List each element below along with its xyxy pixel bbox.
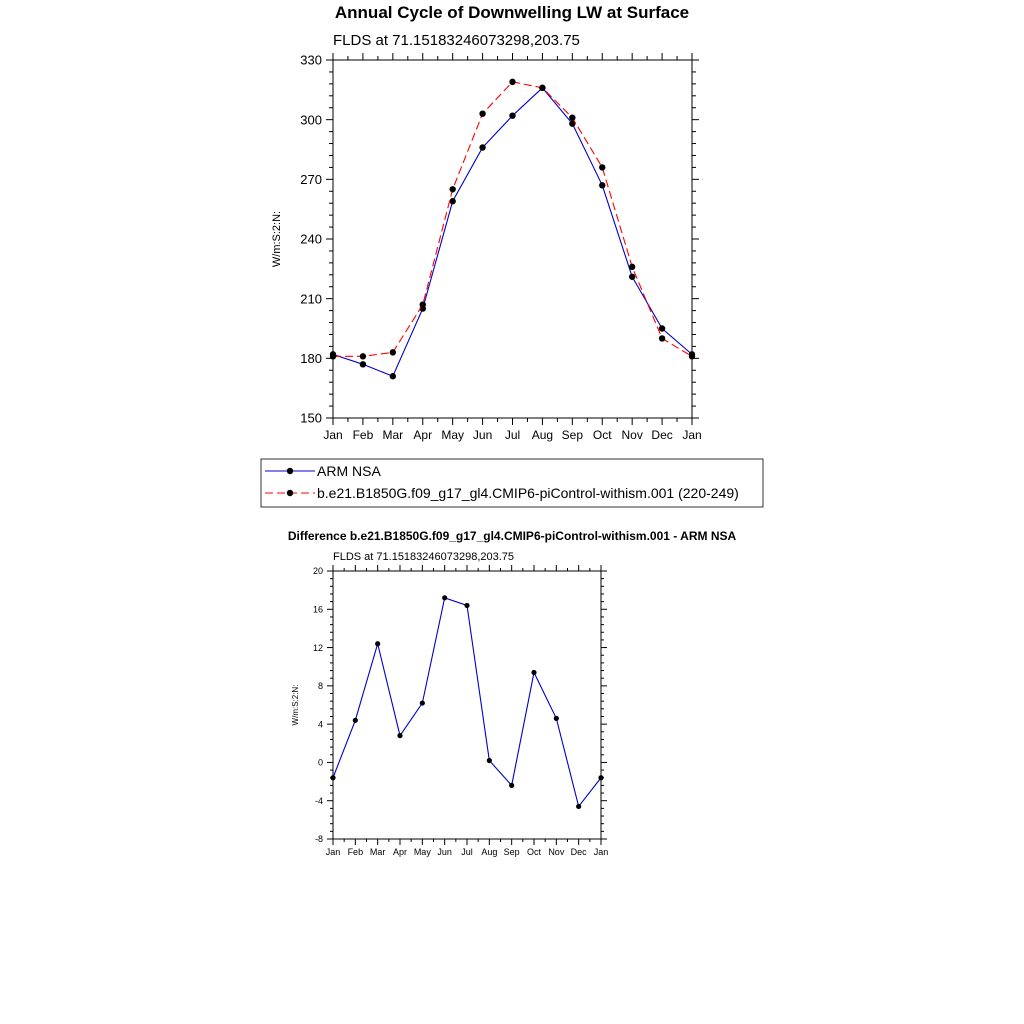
x-tick-label: Jul: [504, 428, 521, 442]
legend: [261, 459, 763, 507]
legend-entry: b.e21.B1850G.f09_g17_gl4.CMIP6-piControl-withism.001 (220-249): [317, 485, 739, 501]
data-point: [576, 804, 581, 809]
data-point: [599, 164, 605, 170]
chart-subtitle: FLDS at 71.15183246073298,203.75: [333, 32, 580, 49]
data-point: [479, 144, 485, 150]
series-line: [333, 82, 692, 356]
data-point: [629, 274, 635, 280]
x-tick-label: May: [441, 428, 465, 442]
data-point: [449, 186, 455, 192]
y-axis-label: W/m:S:2:N:: [271, 210, 283, 268]
x-tick-label: Jul: [461, 847, 473, 857]
x-tick-label: Nov: [621, 428, 643, 442]
data-point: [509, 112, 515, 118]
data-point: [353, 718, 358, 723]
x-tick-label: Jan: [323, 428, 343, 442]
legend-marker: [287, 490, 293, 496]
x-tick-label: Sep: [561, 428, 584, 442]
data-point: [390, 373, 396, 379]
y-tick-label: 0: [317, 757, 323, 768]
chart-2: [288, 529, 737, 857]
y-tick-label: -8: [314, 834, 323, 845]
data-point: [420, 301, 426, 307]
legend-marker: [287, 468, 293, 474]
data-point: [531, 670, 536, 675]
data-point: [598, 775, 603, 780]
x-tick-label: Feb: [347, 847, 364, 857]
x-tick-label: Oct: [526, 847, 542, 857]
data-point: [442, 595, 447, 600]
x-tick-label: Apr: [392, 847, 408, 857]
x-tick-label: Aug: [531, 428, 554, 442]
y-tick-label: 20: [312, 566, 323, 577]
data-point: [509, 79, 515, 85]
y-tick-label: 8: [317, 681, 323, 692]
chart-title: Difference b.e21.B1850G.f09_g17_gl4.CMIP6-piControl-withism.001 - ARM NSA: [287, 529, 737, 543]
series-1: [330, 595, 603, 809]
x-tick-label: Jan: [593, 847, 609, 857]
data-point: [449, 198, 455, 204]
legend-entry: ARM NSA: [317, 463, 381, 479]
y-tick-label: 150: [300, 410, 322, 426]
data-point: [659, 325, 665, 331]
data-point: [479, 111, 485, 117]
data-point: [659, 335, 665, 341]
data-point: [464, 603, 469, 608]
y-tick-label: 180: [300, 351, 322, 367]
data-point: [487, 758, 492, 763]
chart-title: Annual Cycle of Downwelling LW at Surface: [334, 3, 690, 22]
data-point: [330, 775, 335, 780]
data-point: [397, 733, 402, 738]
data-point: [390, 349, 396, 355]
series-line: [333, 88, 692, 376]
x-tick-label: Mar: [369, 847, 386, 857]
x-tick-label: Dec: [570, 847, 587, 857]
data-point: [360, 361, 366, 367]
data-point: [599, 182, 605, 188]
y-tick-label: 12: [312, 642, 323, 653]
x-tick-label: Sep: [503, 847, 520, 857]
x-tick-label: Dec: [651, 428, 673, 442]
y-tick-label: -4: [314, 795, 323, 806]
y-tick-label: 4: [317, 719, 323, 730]
data-point: [330, 353, 336, 359]
data-point: [629, 264, 635, 270]
y-tick-label: 300: [300, 112, 322, 128]
x-tick-label: Jun: [437, 847, 452, 857]
series-line: [333, 598, 601, 807]
x-tick-label: Jan: [325, 847, 341, 857]
data-point: [554, 716, 559, 721]
y-tick-label: 240: [300, 231, 322, 247]
x-tick-label: Apr: [413, 428, 433, 442]
y-tick-label: 330: [300, 52, 322, 68]
x-tick-label: Oct: [592, 428, 612, 442]
x-tick-label: May: [413, 847, 431, 857]
x-tick-label: Feb: [352, 428, 374, 442]
x-tick-label: Nov: [548, 847, 565, 857]
x-axis: [323, 53, 701, 442]
data-point: [509, 783, 514, 788]
data-point: [689, 353, 695, 359]
x-tick-label: Jun: [472, 428, 493, 442]
y-axis: [300, 53, 699, 426]
data-point: [360, 353, 366, 359]
data-point: [569, 114, 575, 120]
plot-frame: [333, 571, 601, 839]
y-tick-label: 270: [300, 172, 322, 188]
chart-subtitle: FLDS at 71.15183246073298,203.75: [333, 551, 515, 563]
data-point: [539, 85, 545, 91]
series-1: [330, 85, 695, 380]
series-2: [330, 79, 695, 360]
chart-1: [261, 3, 763, 507]
x-tick-label: Jan: [682, 428, 702, 442]
y-tick-label: 16: [312, 604, 323, 615]
data-point: [420, 700, 425, 705]
x-tick-label: Mar: [382, 428, 404, 442]
data-point: [375, 641, 380, 646]
y-axis-label: W/m:S:2:N:: [291, 684, 300, 726]
y-axis: [313, 566, 607, 844]
x-tick-label: Aug: [481, 847, 498, 857]
y-tick-label: 210: [300, 291, 322, 307]
